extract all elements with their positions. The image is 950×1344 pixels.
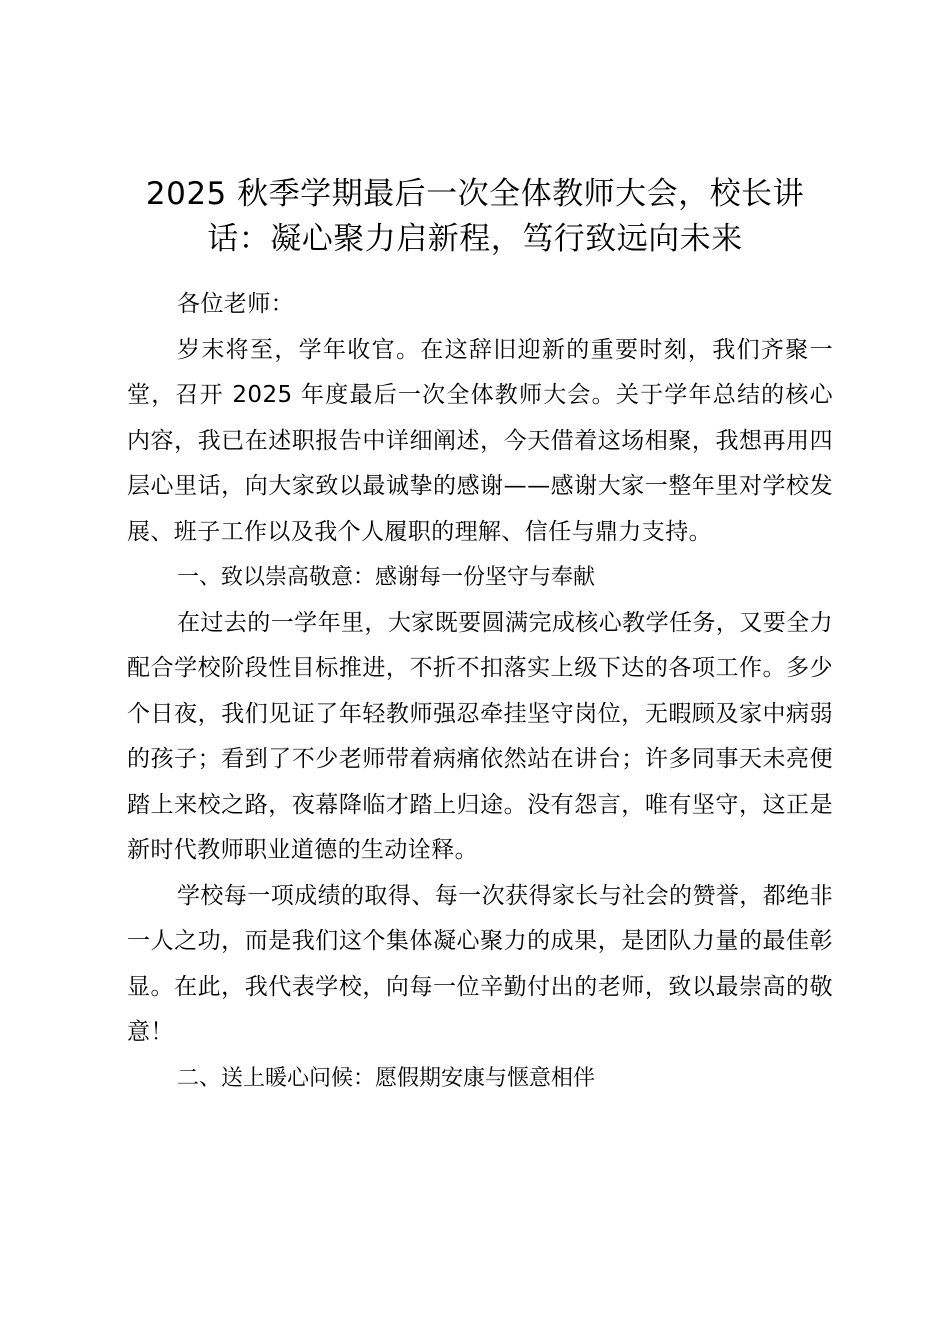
document-title: 2025 秋季学期最后一次全体教师大会，校长讲话：凝心聚力启新程，笃行致远向未来 <box>145 176 805 257</box>
paragraph-intro: 岁末将至，学年收官。在这辞旧迎新的重要时刻，我们齐聚一堂，召开 2025 年度最后一次全体教师大会。关于学年总结的核心内容，我已在述职报告中详细阐述，今天借着这场相聚，我想再用四层心里话，向大家致以最诚挚的感谢——感谢大家一整年里对学校发展、班子工作以及我个人履职的理解、信任与鼎力支持。 <box>127 336 833 545</box>
section-heading-1: 一、致以崇高敬意：感谢每一份坚守与奉献 <box>177 565 596 590</box>
document-body <box>127 282 833 1101</box>
paragraph-section1-2: 学校每一项成绩的取得、每一次获得家长与社会的赞誉，都绝非一人之功，而是我们这个集体凝心聚力的成果，是团队力量的最佳彰显。在此，我代表学校，向每一位辛勤付出的老师，致以最崇高的敬意！ <box>127 882 833 1045</box>
paragraph-section1-1: 在过去的一学年里，大家既要圆满完成核心教学任务，又要全力配合学校阶段性目标推进，不折不扣落实上级下达的各项工作。多少个日夜，我们见证了年轻教师强忍牵挂坚守岗位，无暇顾及家中病弱的孩子；看到了不少老师带着病痛依然站在讲台；许多同事天未亮便踏上来校之路，夜幕降临才踏上归途。没有怨言，唯有坚守，这正是新时代教师职业道德的生动诠释。 <box>127 609 833 863</box>
salutation: 各位老师： <box>177 291 294 317</box>
section-heading-2: 二、送上暖心问候：愿假期安康与惬意相伴 <box>177 1065 596 1091</box>
